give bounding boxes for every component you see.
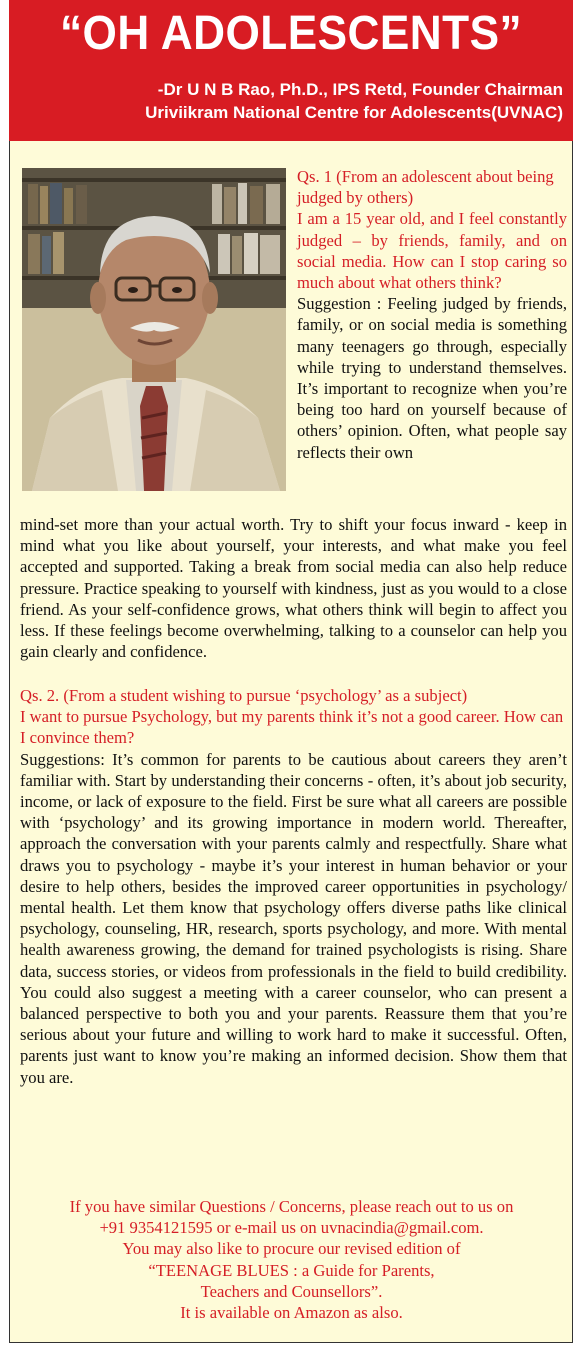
question-1-block <box>297 166 567 463</box>
footer-contact-line: +91 9354121595 or e-mail us on uvnacindia@gmail.com. <box>99 1218 484 1238</box>
organization-line: Uriviikram National Centre for Adolescents(UVNAC) <box>145 103 563 122</box>
book-title-line: Teachers and Counsellors”. <box>200 1281 383 1301</box>
question-2-intro: Qs. 2. (From a student wishing to pursue ‘psychology’ as a subject) <box>20 686 468 705</box>
question-2-text: I want to pursue Psychology, but my parents think it’s not a good career. How can I convince them? <box>20 707 564 748</box>
author-byline <box>145 78 563 124</box>
book-title-line: “TEENAGE BLUES : a Guide for Parents, <box>148 1260 435 1280</box>
question-2-block <box>20 685 567 1088</box>
page-title: “OH ADOLESCENTS” <box>59 7 523 60</box>
contact-footer <box>20 1196 563 1323</box>
question-1-text: I am a 15 year old, and I feel constantly judged – by friends, family, and on social media. How can I stop caring so much about what others think? <box>297 209 567 293</box>
header-banner <box>9 0 573 141</box>
author-line: -Dr U N B Rao, Ph.D., IPS Retd, Founder Chairman <box>157 80 563 99</box>
footer-line: If you have similar Questions / Concerns, please reach out to us on <box>69 1197 514 1216</box>
answer-1-continuation <box>20 514 567 662</box>
answer-2-text: Suggestions: It’s common for parents to be cautious about careers they aren’t familiar with. Start by understanding their concerns - often, it’s about job security, income, or lack of exposure to the field. First be sure what all careers are possible with ‘psychology’ and its growing importance in modern world. Thereafter, approach the conversation with your parents calmly and respectfully. Share what draws you to psychology - maybe it’s your interest in human behavior or your desire to help others, besides the improved career opportunities in psychology/ mental health. Let them know that psychology offers diverse paths like clinical psychology, counseling, HR, research, sports psychology, and more. With mental health awareness growing, the demand for trained psychologists is rising. Share data, success stories, or videos from professionals in the field to build credibility. You could also suggest a meeting with a career counselor, who can present a balanced perspective to both you and your parents. Reassure them that you’re serious about your future and willing to work hard to make it successful. Often, parents just want to know you’re making an informed decision. Show them that you are. <box>20 749 567 1087</box>
footer-line: It is available on Amazon as also. <box>180 1303 403 1323</box>
answer-1-text-start: Suggestion : Feeling judged by friends, family, or on social media is something many teenagers go through, especially while trying to understand themselves. It’s important to recognize when you’re being too hard on yourself because of others’ opinion. Often, what people say reflects their own <box>297 294 567 462</box>
question-1-intro: Qs. 1 (From an adolescent about being judged by others) <box>297 167 554 208</box>
author-photo <box>22 168 286 491</box>
answer-1-text-rest: mind-set more than your actual worth. Try to shift your focus inward - keep in mind what you like about yourself, your interests, and what make you feel accepted and supported. Taking a break from social media can also help reduce pressure. Practice speaking to yourself with kindness, just as you would to a close friend. As your self-confidence grows, what others think will begin to affect you less. If these feelings become overwhelming, talking to a counselor can help you gain clearly and confidence. <box>20 515 567 662</box>
footer-line: You may also like to procure our revised edition of <box>122 1239 461 1259</box>
